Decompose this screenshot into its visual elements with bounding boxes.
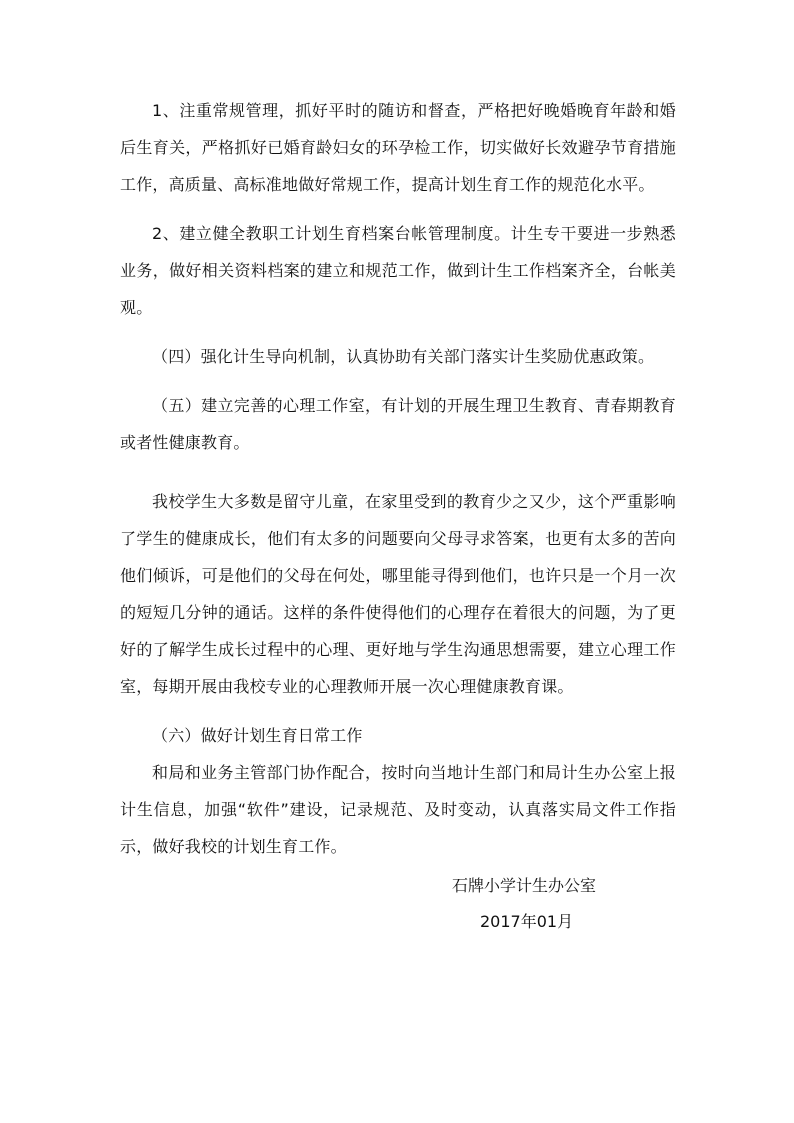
paragraph-archive-system: 2、建立健全教职工计划生育档案台帐管理制度。计生专干要进一步熟悉业务，做好相关资料档案的建立和规范工作，做到计生工作档案齐全，台帐美观。 bbox=[120, 224, 676, 317]
paragraph-daily-work: 和局和业务主管部门协作配合，按时向当地计生部门和局计生办公室上报计生信息，加强“软件”建设，记录规范、及时变动，认真落实局文件工作指示，做好我校的计划生育工作。 bbox=[120, 763, 676, 856]
paragraph-left-behind-children: 我校学生大多数是留守儿童，在家里受到的教育少之又少，这个严重影响了学生的健康成长，他们有太多的问题要向父母寻求答案，也更有太多的苦向他们倾诉，可是他们的父母在何处，哪里能寻得到他们，也许只是一个月一次的短短几分钟的通话。这样的条件使得他们的心理存在着很大的问题，为了更好的了解学生成长过程中的心理、更好地与学生沟通思想需要，建立心理工作室，每期开展由我校专业的心理教师开展一次心理健康教育课。 bbox=[120, 492, 676, 696]
paragraph-section-four: （四）强化计生导向机制，认真协助有关部门落实计生奖励优惠政策。 bbox=[152, 347, 655, 366]
paragraph-routine-management: 1、注重常规管理，抓好平时的随访和督查，严格把好晚婚晚育年龄和婚后生育关，严格抓好已婚育龄妇女的环孕检工作，切实做好长效避孕节育措施工作，高质量、高标准地做好常规工作，提高计划生育工作的规范化水平。 bbox=[120, 101, 676, 194]
signature-date: 2017年01月 bbox=[480, 912, 574, 931]
signature-organization: 石牌小学计生办公室 bbox=[452, 876, 597, 895]
signature-block bbox=[452, 868, 652, 940]
document-body bbox=[120, 92, 676, 865]
paragraph-section-six-heading: （六）做好计划生育日常工作 bbox=[152, 726, 363, 745]
paragraph-section-five: （五）建立完善的心理工作室，有计划的开展生理卫生教育、青春期教育或者性健康教育。 bbox=[120, 396, 676, 452]
